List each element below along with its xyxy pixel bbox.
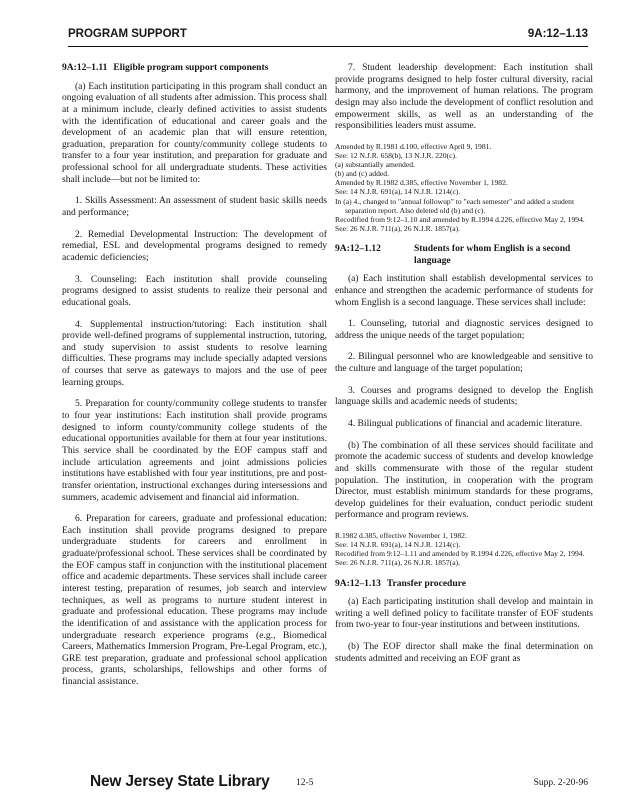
paragraph-a: (a) Each institution participating in this program shall conduct an ongoing evaluation of all students after admission. This process shall at a minimum include, clearly defined activities to assist students with the identification of educational and career goals and the development of an academic plan that will ensure retention, graduation, preparation for county/community college students to transfer to a four year institution, and preparation for graduate and professional school for all undergraduate students. These activities shall include—but not be limited to: bbox=[62, 80, 327, 185]
paragraph-item-4: 4. Supplemental instruction/tutoring: Each institution shall provide well-defined programs of supplemental instruction, tutoring, and study supervision to assist students to resolve learning difficulties. These programs may include specially adapted versions of courses that serve as gateways to majors and the use of peer learning groups. bbox=[62, 318, 327, 388]
history-line: Recodified from 9:12–1.10 and amended by R.1994 d.226, effective May 2, 1994. bbox=[335, 214, 585, 224]
history-line: (b) and (c) added. bbox=[335, 169, 389, 179]
history-line: See: 12 N.J.R. 658(b), 13 N.J.R. 220(c). bbox=[335, 150, 457, 160]
paragraph-item-6: 6. Preparation for careers, graduate and professional education: Each institution shall provide programs designed to prepare undergraduate students for careers and enrollment in graduate/professional school. These services shall be coordinated by the EOF campus staff in conjunction with the institutional placement office and academic departments. These services shall include career interest testing, preparation of resumes, job search and interview techniques, as well as programs to nurture student interest in graduate and professional education. These programs may include the identification of and assistance with the application process for undergraduate research experience programs (e.g., Biomedical Careers, Mathematics Immersion Program, Pre-Legal Program, etc.), GRE test preparation, graduate and professional school application process, grants, scholarships, fellowships and other forms of financial assistance. bbox=[62, 513, 327, 688]
section-title: Students for whom English is a second language bbox=[414, 242, 571, 266]
section-number: 9A:12–1.12 bbox=[335, 242, 381, 254]
page-number: 12-5 bbox=[296, 778, 314, 788]
history-line: Amended by R.1982 d.385, effective November 1, 1982. bbox=[335, 178, 508, 188]
paragraph-item-1: 1. Counseling, tutorial and diagnostic services designed to address the unique needs of the target population; bbox=[335, 318, 593, 341]
paragraph-a: (a) Each participating institution shall develop and maintain in writing a well defined policy to facilitate transfer of EOF students from two-year to four-year institutions and between institutions. bbox=[335, 596, 593, 631]
paragraph-item-3: 3. Courses and programs designed to develop the English language skills and academic needs of students; bbox=[335, 384, 593, 408]
history-line: See: 14 N.J.R. 691(a), 14 N.J.R. 1214(c). bbox=[335, 540, 461, 550]
running-head bbox=[68, 28, 588, 44]
paragraph-item-1: 1. Skills Assessment: An assessment of student basic skills needs and performance; bbox=[62, 195, 327, 219]
section-title: Transfer procedure bbox=[386, 577, 466, 589]
paragraph-item-7: 7. Student leadership development: Each institution shall provide programs designed to help foster cultural diversity, racial harmony, and the improvement of human relations. The program design may also include the development of conflict resolution and empowerment skills, as well as an understanding of the responsibilities leaders must assume. bbox=[335, 62, 593, 132]
paragraph-item-2: 2. Remedial Developmental Instruction: The development of remedial, ESL and developmental programs designed to remedy academic deficiencies; bbox=[62, 228, 327, 263]
section-number: 9A:12–1.11 bbox=[62, 62, 108, 73]
history-note-1-11 bbox=[335, 142, 593, 233]
paragraph-item-2: 2. Bilingual personnel who are knowledgeable and sensitive to the culture and language of the target population; bbox=[335, 351, 593, 375]
paragraph-b: (b) The EOF director shall make the final determination on students admitted and receiving an EOF grant as bbox=[335, 641, 593, 664]
section-title: Eligible program support components bbox=[113, 62, 269, 73]
page-footer bbox=[0, 773, 618, 795]
running-head-title: PROGRAM SUPPORT bbox=[68, 28, 187, 40]
section-heading-1-11 bbox=[62, 62, 327, 74]
history-line: In (a) 4., changed to "annual followup" to "each semester" and added a student separation report. Also deleted old (b) and (c). bbox=[335, 196, 575, 215]
history-note-1-12 bbox=[335, 531, 593, 567]
section-heading-1-13 bbox=[335, 578, 593, 590]
running-head-section: 9A:12–1.13 bbox=[527, 28, 588, 40]
paragraph-item-3: 3. Counseling: Each institution shall provide counseling programs designed to assist students to realize their personal and educational goals. bbox=[62, 273, 327, 308]
header-rule bbox=[68, 46, 588, 47]
history-line: Amended by R.1981 d.100, effective April 9, 1981. bbox=[335, 141, 492, 151]
history-line: (a) substantially amended. bbox=[335, 160, 415, 170]
left-column bbox=[62, 62, 327, 698]
history-line: See: 14 N.J.R. 691(a), 14 N.J.R. 1214(c). bbox=[335, 187, 461, 197]
supplement-date: Supp. 2-20-96 bbox=[533, 778, 588, 788]
paragraph-item-4: 4. Bilingual publications of financial and academic literature. bbox=[348, 417, 583, 429]
history-line: Recodified from 9:12–1.11 and amended by R.1994 d.226, effective May 2, 1994. bbox=[335, 549, 585, 559]
history-line: See: 26 N.J.R. 711(a), 26 N.J.R. 1857(a). bbox=[335, 223, 461, 233]
history-line: See: 26 N.J.R. 711(a), 26 N.J.R. 1857(a). bbox=[335, 558, 461, 568]
paragraph-a: (a) Each institution shall establish developmental services to enhance and strengthen the academic performance of students for whom English is a second language. These services shall include: bbox=[335, 273, 593, 308]
section-heading-1-12 bbox=[335, 243, 593, 266]
right-column bbox=[335, 62, 593, 674]
library-stamp: New Jersey State Library bbox=[90, 773, 270, 790]
paragraph-b: (b) The combination of all these services should facilitate and promote the academic success of students and develop knowledge and skills commensurate with those of the regular student population. The institution, in cooperation with the program Director, must establish minimum standards for these programs, develop guidelines for their evaluation, conduct periodic student performance and program reviews. bbox=[335, 439, 593, 521]
history-line: R.1982 d.385, effective November 1, 1982. bbox=[335, 531, 467, 541]
section-number: 9A:12–1.13 bbox=[335, 577, 381, 589]
paragraph-item-5: 5. Preparation for county/community college students to transfer to four year institutions: Each institution shall provide programs designed to inform county/community college students of the educational opportunities available for them at four year institutions. This service shall be coordinated by the EOF campus staff and include articulation agreements and joint admissions policies institutions have established with four year institutions, pre and post-transfer orientation, instructional exchanges during intersessions and summers, academic advisement and financial aid information. bbox=[62, 398, 327, 503]
